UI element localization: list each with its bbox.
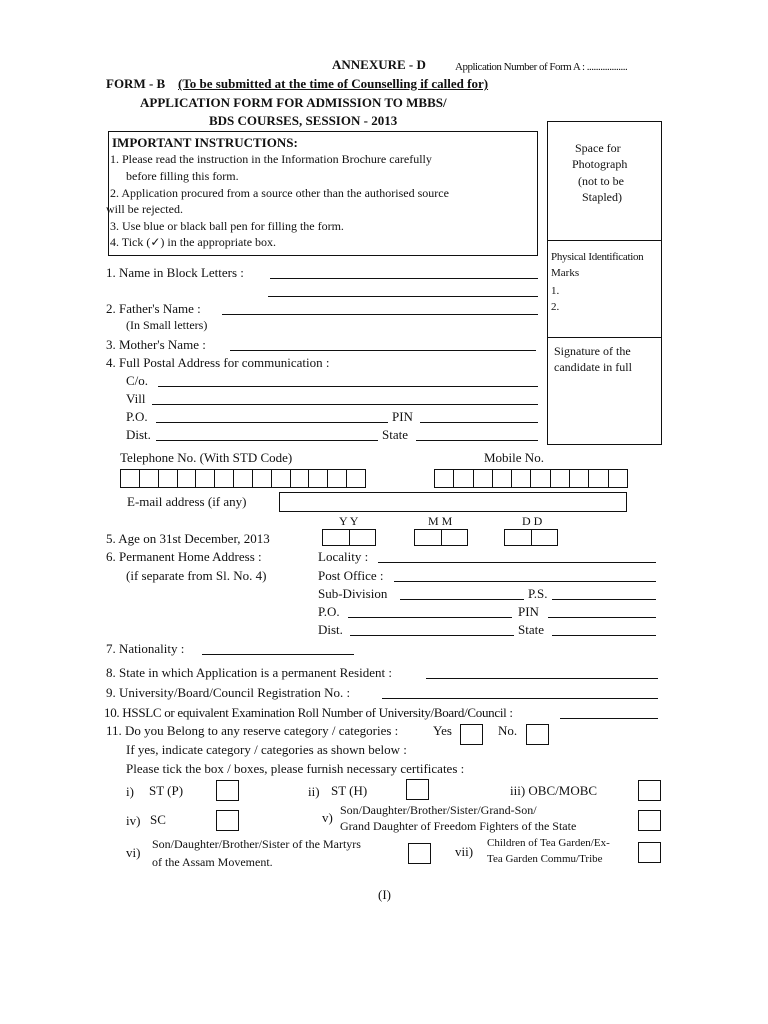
signature-line2: candidate in full xyxy=(554,360,632,374)
dist-label: Dist. xyxy=(126,427,151,442)
photo-space-line2: Photograph xyxy=(572,157,628,171)
pin2-line[interactable] xyxy=(548,617,656,618)
instruction-2: 2. Application procured from a source other than the authorised source xyxy=(110,186,449,200)
co-line[interactable] xyxy=(158,386,538,387)
q2-note: (In Small letters) xyxy=(126,318,208,332)
po-line[interactable] xyxy=(156,422,388,423)
yes-label: Yes xyxy=(433,723,452,738)
annexure-label: ANNEXURE - D xyxy=(332,57,426,72)
state-label: State xyxy=(382,427,408,442)
father-name-line[interactable] xyxy=(222,314,538,315)
ps-label: P.S. xyxy=(528,586,548,601)
po2-line[interactable] xyxy=(348,617,512,618)
dist2-line[interactable] xyxy=(350,635,514,636)
marks-line1: Physical Identification xyxy=(551,251,644,263)
st-h-checkbox[interactable] xyxy=(406,779,429,800)
post-office-label: Post Office : xyxy=(318,568,384,583)
side-divider-1 xyxy=(547,240,662,241)
instructions-heading: IMPORTANT INSTRUCTIONS: xyxy=(112,135,298,150)
roll-number-line[interactable] xyxy=(560,718,658,719)
pin-line[interactable] xyxy=(420,422,538,423)
cat-v-line2: Grand Daughter of Freedom Fighters of the State xyxy=(340,819,577,833)
obc-checkbox[interactable] xyxy=(638,780,661,801)
cat-iii-label: iii) OBC/MOBC xyxy=(510,783,598,798)
q6-note: (if separate from Sl. No. 4) xyxy=(126,568,267,583)
mother-name-line[interactable] xyxy=(230,350,536,351)
form-b-label: FORM - B xyxy=(106,76,166,91)
form-title-line2: BDS COURSES, SESSION - 2013 xyxy=(209,113,398,128)
cat-i-number: i) xyxy=(126,784,134,799)
st-p-checkbox[interactable] xyxy=(216,780,239,801)
form-title-line1: APPLICATION FORM FOR ADMISSION TO MBBS/ xyxy=(140,95,447,110)
age-years-input[interactable] xyxy=(322,529,376,546)
cat-ii-number: ii) xyxy=(308,784,320,799)
sc-checkbox[interactable] xyxy=(216,810,239,831)
mobile-input[interactable] xyxy=(434,469,628,488)
vill-line[interactable] xyxy=(152,404,538,405)
sub-division-label: Sub-Division xyxy=(318,586,388,601)
cat-vi-line2: of the Assam Movement. xyxy=(152,855,273,869)
yy-label: Y Y xyxy=(339,514,359,528)
locality-label: Locality : xyxy=(318,549,369,564)
cat-ii-label: ST (H) xyxy=(331,783,368,798)
q4-address-label: 4. Full Postal Address for communication : xyxy=(106,355,330,370)
no-label: No. xyxy=(498,723,518,738)
state2-line[interactable] xyxy=(552,635,656,636)
photo-space-line1: Space for xyxy=(575,141,621,155)
dd-label: D D xyxy=(522,514,543,528)
signature-line1: Signature of the xyxy=(554,344,631,358)
marks-item-2: 2. xyxy=(551,301,560,313)
q11-line3: Please tick the box / boxes, please furnish necessary certificates : xyxy=(126,761,465,776)
q7-nationality-label: 7. Nationality : xyxy=(106,641,185,656)
po-label: P.O. xyxy=(126,409,148,424)
instruction-4: 4. Tick (✓) in the appropriate box. xyxy=(110,235,277,249)
page-number: (I) xyxy=(378,887,391,902)
state-line[interactable] xyxy=(416,440,538,441)
name-field-line2[interactable] xyxy=(268,296,538,297)
form-b-note: (To be submitted at the time of Counselling if called for) xyxy=(178,76,489,91)
q6-home-address-label: 6. Permanent Home Address : xyxy=(106,549,262,564)
q8-state-label: 8. State in which Application is a permanent Resident : xyxy=(106,665,392,680)
telephone-label: Telephone No. (With STD Code) xyxy=(120,450,293,465)
no-checkbox[interactable] xyxy=(526,724,549,745)
tea-garden-checkbox[interactable] xyxy=(638,842,661,863)
locality-line[interactable] xyxy=(378,562,656,563)
pin2-label: PIN xyxy=(518,604,539,619)
marks-item-1: 1. xyxy=(551,285,560,297)
martyrs-checkbox[interactable] xyxy=(408,843,431,864)
cat-iv-label: SC xyxy=(150,812,166,827)
cat-i-label: ST (P) xyxy=(149,783,184,798)
cat-vii-line2: Tea Garden Commu/Tribe xyxy=(487,853,603,865)
vill-label: Vill xyxy=(126,391,146,406)
q10-roll-number-label: 10. HSSLC or equivalent Examination Roll Number of University/Board/Council : xyxy=(104,705,513,720)
application-number-label: Application Number of Form A : .................. xyxy=(455,61,628,73)
email-label: E-mail address (if any) xyxy=(127,494,247,509)
instruction-1: 1. Please read the instruction in the Information Brochure carefully xyxy=(110,152,432,166)
co-label: C/o. xyxy=(126,373,149,388)
age-months-input[interactable] xyxy=(414,529,468,546)
cat-vii-number: vii) xyxy=(455,844,474,859)
age-days-input[interactable] xyxy=(504,529,558,546)
freedom-fighter-checkbox[interactable] xyxy=(638,810,661,831)
q2-father-label: 2. Father's Name : xyxy=(106,301,201,316)
telephone-input[interactable] xyxy=(120,469,366,488)
q11-reserve-label: 11. Do you Belong to any reserve category / categories : xyxy=(106,723,399,738)
registration-line[interactable] xyxy=(382,698,658,699)
cat-v-line1: Son/Daughter/Brother/Sister/Grand-Son/ xyxy=(340,803,537,817)
q3-mother-label: 3. Mother's Name : xyxy=(106,337,206,352)
mobile-label: Mobile No. xyxy=(484,450,544,465)
ps-line[interactable] xyxy=(552,599,656,600)
marks-line2: Marks xyxy=(551,267,580,279)
instruction-2b: will be rejected. xyxy=(106,202,183,216)
nationality-line[interactable] xyxy=(202,654,354,655)
cat-vi-number: vi) xyxy=(126,845,141,860)
cat-vi-line1: Son/Daughter/Brother/Sister of the Martyrs xyxy=(152,837,361,851)
q1-name-label: 1. Name in Block Letters : xyxy=(106,265,244,280)
name-field-line1[interactable] xyxy=(270,278,538,279)
instruction-1b: before filling this form. xyxy=(126,169,239,183)
cat-iv-number: iv) xyxy=(126,813,141,828)
q9-registration-label: 9. University/Board/Council Registration No. : xyxy=(106,685,351,700)
photo-space-line3: (not to be xyxy=(578,174,624,188)
photo-space-line4: Stapled) xyxy=(582,190,622,204)
yes-checkbox[interactable] xyxy=(460,724,483,745)
q5-age-label: 5. Age on 31st December, 2013 xyxy=(106,531,270,546)
pin-label: PIN xyxy=(392,409,413,424)
email-input[interactable] xyxy=(279,492,627,512)
dist-line[interactable] xyxy=(156,440,378,441)
sub-division-line[interactable] xyxy=(400,599,524,600)
q11-line2: If yes, indicate category / categories as shown below : xyxy=(126,742,407,757)
state2-label: State xyxy=(518,622,544,637)
side-divider-2 xyxy=(547,337,662,338)
cat-v-number: v) xyxy=(322,810,333,825)
mm-label: M M xyxy=(428,514,453,528)
dist2-label: Dist. xyxy=(318,622,343,637)
instruction-3: 3. Use blue or black ball pen for filling the form. xyxy=(110,219,344,233)
po2-label: P.O. xyxy=(318,604,340,619)
state-resident-line[interactable] xyxy=(426,678,658,679)
post-office-line[interactable] xyxy=(394,581,656,582)
cat-vii-line1: Children of Tea Garden/Ex- xyxy=(487,837,610,849)
